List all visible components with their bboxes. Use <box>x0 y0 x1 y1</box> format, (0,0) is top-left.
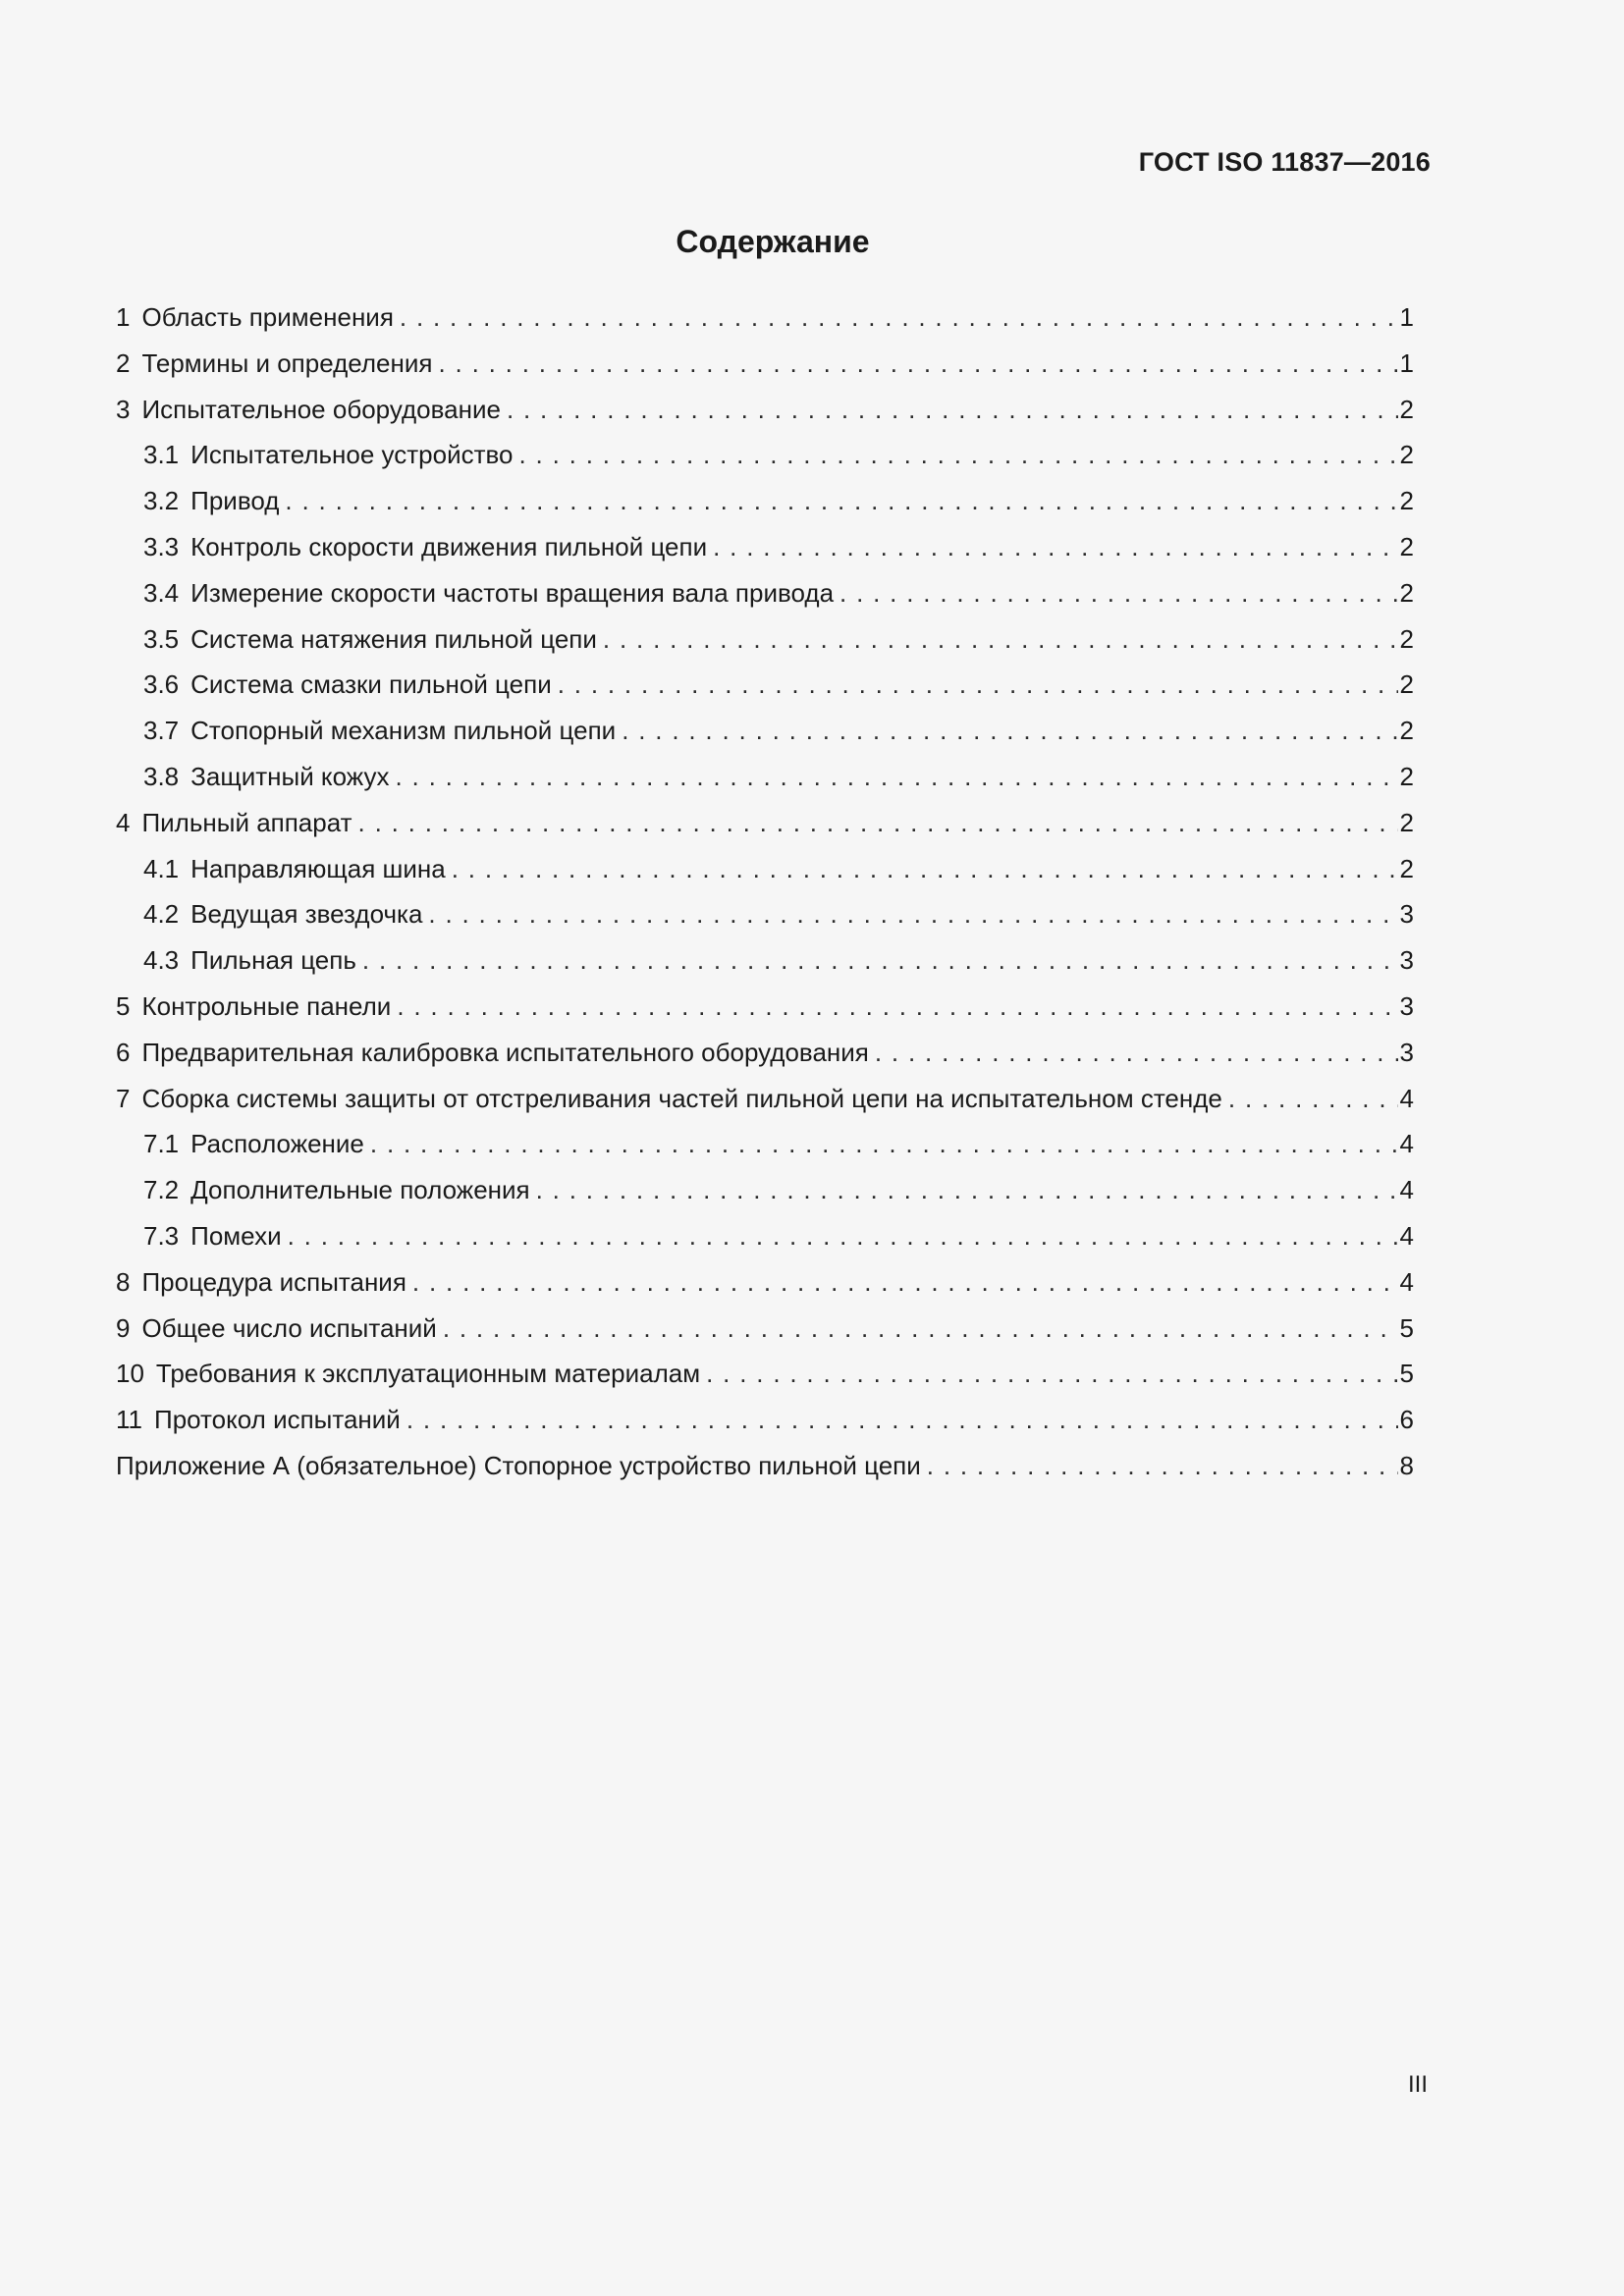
toc-entry-page: 3 <box>1399 1037 1414 1067</box>
toc-entry[interactable] <box>116 708 1414 754</box>
toc-entry-page: 4 <box>1399 1083 1414 1113</box>
toc-entry-title: Пильная цепь <box>190 945 356 976</box>
table-of-contents <box>116 294 1414 1489</box>
toc-entry-number: 7.1 <box>143 1129 180 1159</box>
toc-entry-title: Предварительная калибровка испытательного оборудования <box>141 1037 869 1067</box>
page-number: III <box>1407 2071 1428 2098</box>
toc-entry[interactable] <box>116 294 1414 341</box>
toc-entry-number: 3.2 <box>143 486 180 516</box>
toc-dot-leader <box>412 1259 1398 1306</box>
toc-dot-leader <box>1228 1076 1398 1122</box>
toc-entry-page: 2 <box>1399 853 1414 883</box>
toc-dot-leader <box>713 524 1397 570</box>
toc-entry-page: 2 <box>1399 623 1414 654</box>
toc-dot-leader <box>362 937 1398 984</box>
toc-entry-title: Область применения <box>141 302 394 332</box>
toc-dot-leader <box>358 800 1398 846</box>
toc-entry-number: 3.4 <box>143 577 180 608</box>
toc-entry[interactable] <box>116 1351 1414 1397</box>
toc-entry-page: 2 <box>1399 669 1414 700</box>
toc-entry-number: 4.3 <box>143 945 180 976</box>
toc-entry-number: 6 <box>116 1037 131 1067</box>
toc-dot-leader <box>536 1167 1398 1213</box>
toc-entry-page: 2 <box>1399 716 1414 746</box>
toc-entry-number: 7.3 <box>143 1220 180 1251</box>
toc-entry-page: 3 <box>1399 990 1414 1021</box>
toc-entry-page: 2 <box>1399 440 1414 470</box>
toc-entry[interactable] <box>116 1259 1414 1306</box>
toc-dot-leader <box>603 616 1398 663</box>
toc-entry[interactable] <box>116 1306 1414 1352</box>
toc-entry-page: 2 <box>1399 761 1414 791</box>
toc-dot-leader <box>428 891 1397 937</box>
toc-entry-page: 4 <box>1399 1129 1414 1159</box>
toc-dot-leader <box>507 387 1398 433</box>
toc-entry-title: Пильный аппарат <box>141 807 352 837</box>
toc-dot-leader <box>443 1306 1398 1352</box>
toc-dot-leader <box>558 662 1398 708</box>
toc-entry-page: 8 <box>1399 1450 1414 1480</box>
toc-dot-leader <box>285 478 1397 524</box>
toc-entry-number: 3.6 <box>143 669 180 700</box>
toc-entry[interactable] <box>116 1443 1414 1489</box>
toc-entry-page: 1 <box>1399 347 1414 378</box>
toc-entry-title: Ведущая звездочка <box>190 899 423 930</box>
toc-entry[interactable] <box>116 1397 1414 1443</box>
toc-entry-title: Измерение скорости частоты вращения вала привода <box>190 577 835 608</box>
toc-entry-title: Контрольные панели <box>141 990 392 1021</box>
toc-entry-number: 1 <box>116 302 131 332</box>
toc-title: Содержание <box>676 224 870 259</box>
toc-entry-number: 7 <box>116 1083 131 1113</box>
toc-entry-page: 1 <box>1399 302 1414 332</box>
toc-entry[interactable] <box>116 616 1414 663</box>
toc-entry[interactable] <box>116 341 1414 387</box>
toc-entry[interactable] <box>116 662 1414 708</box>
toc-entry-page: 2 <box>1399 531 1414 561</box>
toc-entry-page: 3 <box>1399 945 1414 976</box>
toc-entry-number: 8 <box>116 1266 131 1297</box>
toc-entry-page: 4 <box>1399 1266 1414 1297</box>
toc-entry-title: Стопорный механизм пильной цепи <box>190 716 617 746</box>
toc-entry-title: Требования к эксплуатационным материалам <box>155 1359 701 1389</box>
toc-entry[interactable] <box>116 800 1414 846</box>
toc-entry[interactable] <box>116 754 1414 800</box>
toc-entry[interactable] <box>116 1076 1414 1122</box>
toc-dot-leader <box>706 1351 1397 1397</box>
toc-entry[interactable] <box>116 1030 1414 1076</box>
toc-entry-title: Процедура испытания <box>141 1266 406 1297</box>
toc-entry-title: Термины и определения <box>141 347 433 378</box>
toc-entry-page: 3 <box>1399 899 1414 930</box>
toc-entry-page: 4 <box>1399 1175 1414 1205</box>
toc-entry-page: 2 <box>1399 394 1414 424</box>
toc-dot-leader <box>875 1030 1398 1076</box>
toc-entry[interactable] <box>116 1121 1414 1167</box>
toc-entry-title: Помехи <box>190 1220 282 1251</box>
toc-entry-title: Протокол испытаний <box>154 1405 401 1435</box>
toc-entry[interactable] <box>116 846 1414 892</box>
toc-entry-number: 3.1 <box>143 440 180 470</box>
toc-entry-number: 10 <box>116 1359 144 1389</box>
toc-dot-leader <box>622 708 1397 754</box>
toc-dot-leader <box>839 570 1398 616</box>
toc-entry-title: Дополнительные положения <box>190 1175 530 1205</box>
toc-entry[interactable] <box>116 570 1414 616</box>
toc-entry-number: 11 <box>116 1405 142 1435</box>
document-code: ГОСТ ISO 11837—2016 <box>1138 147 1431 177</box>
toc-entry-title: Направляющая шина <box>190 853 446 883</box>
toc-dot-leader <box>397 984 1397 1030</box>
toc-entry-title: Испытательное оборудование <box>141 394 501 424</box>
toc-entry-title: Система натяжения пильной цепи <box>190 623 597 654</box>
toc-dot-leader <box>400 294 1398 341</box>
toc-entry[interactable] <box>116 1213 1414 1259</box>
toc-dot-leader <box>927 1443 1398 1489</box>
toc-entry[interactable] <box>116 387 1414 433</box>
toc-dot-leader <box>288 1213 1398 1259</box>
toc-dot-leader <box>519 432 1398 478</box>
toc-entry-page: 4 <box>1399 1220 1414 1251</box>
toc-entry-page: 6 <box>1399 1405 1414 1435</box>
toc-dot-leader <box>395 754 1397 800</box>
toc-entry-number: 3.8 <box>143 761 180 791</box>
toc-dot-leader <box>370 1121 1398 1167</box>
toc-entry-number: 3.3 <box>143 531 180 561</box>
toc-dot-leader <box>452 846 1398 892</box>
toc-entry-number: 3.7 <box>143 716 180 746</box>
toc-entry-title: Привод <box>190 486 280 516</box>
toc-entry-title: Контроль скорости движения пильной цепи <box>190 531 708 561</box>
toc-entry-number: 7.2 <box>143 1175 180 1205</box>
toc-entry-page: 5 <box>1399 1312 1414 1343</box>
toc-entry-number: 3.5 <box>143 623 180 654</box>
toc-entry-title: Сборка системы защиты от отстреливания частей пильной цепи на испытательном стенде <box>141 1083 1222 1113</box>
toc-entry[interactable] <box>116 524 1414 570</box>
toc-entry-number: 4 <box>116 807 131 837</box>
toc-entry-page: 2 <box>1399 577 1414 608</box>
toc-entry-number: 9 <box>116 1312 131 1343</box>
toc-entry-title: Испытательное устройство <box>190 440 514 470</box>
toc-entry-number: 2 <box>116 347 131 378</box>
toc-entry-page: 2 <box>1399 807 1414 837</box>
toc-entry-number: 3 <box>116 394 131 424</box>
toc-dot-leader <box>406 1397 1398 1443</box>
toc-entry[interactable] <box>116 891 1414 937</box>
toc-entry[interactable] <box>116 432 1414 478</box>
toc-entry[interactable] <box>116 478 1414 524</box>
toc-entry-title: Приложение А (обязательное) Стопорное устройство пильной цепи <box>116 1450 921 1480</box>
toc-entry-title: Расположение <box>190 1129 364 1159</box>
toc-entry-number: 5 <box>116 990 131 1021</box>
toc-entry-title: Защитный кожух <box>190 761 390 791</box>
toc-entry[interactable] <box>116 937 1414 984</box>
toc-entry-page: 2 <box>1399 486 1414 516</box>
toc-dot-leader <box>438 341 1397 387</box>
toc-entry[interactable] <box>116 984 1414 1030</box>
toc-entry[interactable] <box>116 1167 1414 1213</box>
toc-entry-page: 5 <box>1399 1359 1414 1389</box>
toc-entry-title: Общее число испытаний <box>141 1312 437 1343</box>
toc-entry-number: 4.2 <box>143 899 180 930</box>
toc-entry-number: 4.1 <box>143 853 180 883</box>
toc-entry-title: Система смазки пильной цепи <box>190 669 552 700</box>
